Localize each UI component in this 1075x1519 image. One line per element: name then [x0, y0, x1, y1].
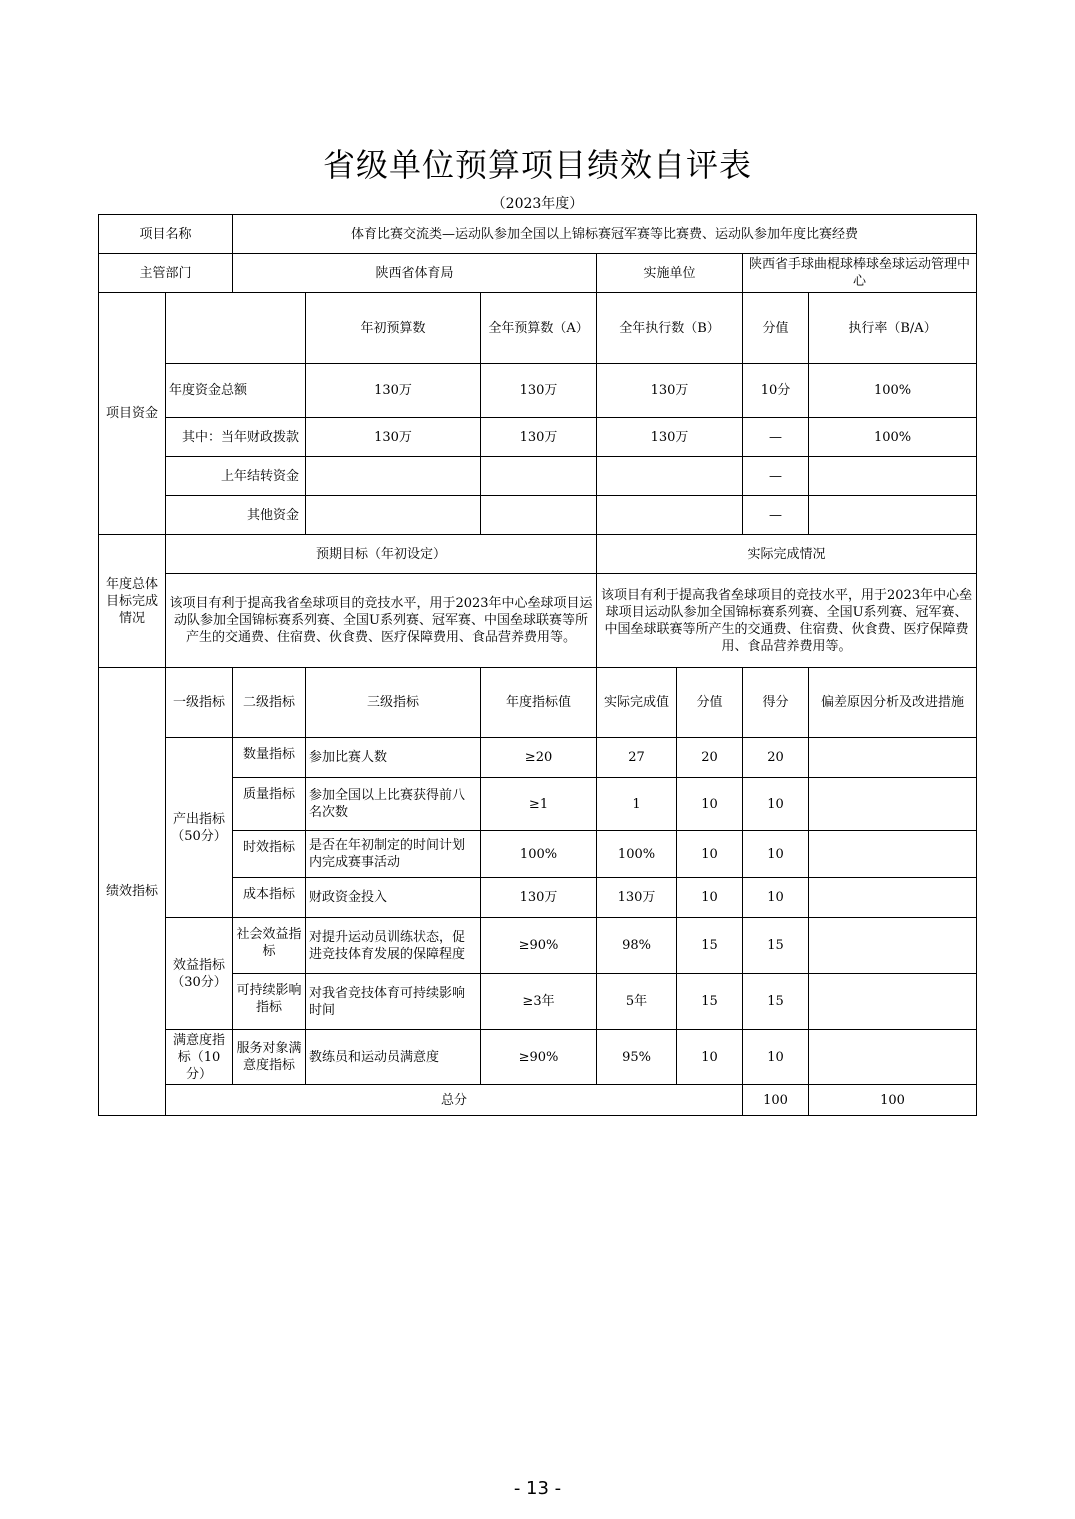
funds-row-executed	[597, 496, 743, 535]
funds-row-score-value: —	[743, 496, 809, 535]
indicator-value: 20	[677, 738, 743, 778]
funds-header-initial: 年初预算数	[306, 293, 481, 364]
funds-header-executed: 全年执行数（B）	[597, 293, 743, 364]
indicator-level2: 成本指标	[233, 878, 306, 918]
funds-row-initial: 130万	[306, 418, 481, 457]
indicator-actual: 5年	[597, 974, 677, 1030]
indicator-score: 10	[743, 1030, 809, 1085]
indicator-score: 10	[743, 878, 809, 918]
funds-row-rate	[809, 496, 977, 535]
funds-row	[99, 457, 977, 496]
goals-content-row	[99, 574, 977, 668]
performance-header-level2: 二级指标	[233, 668, 306, 738]
indicator-level2: 质量指标	[233, 778, 306, 831]
indicator-reason	[809, 831, 977, 878]
indicator-target: ≥3年	[481, 974, 597, 1030]
indicator-score: 20	[743, 738, 809, 778]
performance-header-level1: 一级指标	[166, 668, 233, 738]
indicator-level1: 效益指标（30分）	[166, 918, 233, 1030]
funds-row-label: 上年结转资金	[166, 457, 306, 496]
indicator-actual: 95%	[597, 1030, 677, 1085]
funds-header-rate: 执行率（B/A）	[809, 293, 977, 364]
indicator-value: 15	[677, 918, 743, 974]
funds-header-score-value: 分值	[743, 293, 809, 364]
indicator-level2: 社会效益指标	[233, 918, 306, 974]
indicator-actual: 98%	[597, 918, 677, 974]
indicator-value: 10	[677, 1030, 743, 1085]
funds-row-initial	[306, 457, 481, 496]
indicator-level3: 参加全国以上比赛获得前八名次数	[306, 778, 481, 831]
indicator-target: ≥90%	[481, 1030, 597, 1085]
implementing-unit-value: 陕西省手球曲棍球棒球垒球运动管理中心	[743, 254, 977, 293]
page-subtitle: （2023年度）	[491, 196, 584, 212]
performance-header-reason: 偏差原因分析及改进措施	[809, 668, 977, 738]
performance-header-level3: 三级指标	[306, 668, 481, 738]
funds-row-initial	[306, 496, 481, 535]
indicator-value: 15	[677, 974, 743, 1030]
indicator-row	[99, 918, 977, 974]
indicator-target: 130万	[481, 878, 597, 918]
performance-header-target: 年度指标值	[481, 668, 597, 738]
page-number: - 13 -	[513, 1478, 562, 1499]
indicator-reason	[809, 878, 977, 918]
indicator-reason	[809, 778, 977, 831]
total-row	[99, 1085, 977, 1116]
indicator-level2: 时效指标	[233, 831, 306, 878]
total-score: 100	[809, 1085, 977, 1116]
performance-section-label: 绩效指标	[99, 668, 166, 1116]
indicator-score: 15	[743, 974, 809, 1030]
indicator-level2: 数量指标	[233, 738, 306, 778]
indicator-target: ≥1	[481, 778, 597, 831]
performance-header-value: 分值	[677, 668, 743, 738]
indicator-value: 10	[677, 778, 743, 831]
project-name-label: 项目名称	[99, 215, 233, 254]
funds-row-rate: 100%	[809, 418, 977, 457]
goals-section-label: 年度总体目标完成情况	[99, 535, 166, 668]
goals-header-row	[99, 535, 977, 574]
indicator-level3: 是否在年初制定的时间计划内完成赛事活动	[306, 831, 481, 878]
project-name-value: 体育比赛交流类—运动队参加全国以上锦标赛冠军赛等比赛费、运动队参加年度比赛经费	[233, 215, 977, 254]
funds-row-score-value: —	[743, 418, 809, 457]
indicator-reason	[809, 974, 977, 1030]
funds-row-score-value: 10分	[743, 364, 809, 418]
indicator-actual: 100%	[597, 831, 677, 878]
indicator-level3: 对我省竞技体育可持续影响时间	[306, 974, 481, 1030]
implementing-unit-label: 实施单位	[597, 254, 743, 293]
funds-row-score-value: —	[743, 457, 809, 496]
funds-row-executed: 130万	[597, 418, 743, 457]
indicator-level3: 教练员和运动员满意度	[306, 1030, 481, 1085]
indicator-reason	[809, 1030, 977, 1085]
project-name-row	[99, 215, 977, 254]
funds-row	[99, 418, 977, 457]
total-label: 总分	[166, 1085, 743, 1116]
goals-expected-header: 预期目标（年初设定）	[166, 535, 597, 574]
indicator-score: 15	[743, 918, 809, 974]
indicator-target: ≥20	[481, 738, 597, 778]
funds-section-label: 项目资金	[99, 293, 166, 535]
indicator-level3: 对提升运动员训练状态，促进竞技体育发展的保障程度	[306, 918, 481, 974]
indicator-level3: 财政资金投入	[306, 878, 481, 918]
funds-row-annual	[481, 496, 597, 535]
funds-row-annual: 130万	[481, 418, 597, 457]
indicator-level1: 产出指标（50分）	[166, 738, 233, 918]
funds-row-executed: 130万	[597, 364, 743, 418]
indicator-score: 10	[743, 831, 809, 878]
funds-row-annual	[481, 457, 597, 496]
indicator-row	[99, 1030, 977, 1085]
indicator-actual: 27	[597, 738, 677, 778]
indicator-actual: 1	[597, 778, 677, 831]
indicator-level1: 满意度指标（10分）	[166, 1030, 233, 1085]
total-value: 100	[743, 1085, 809, 1116]
funds-row-label: 其他资金	[166, 496, 306, 535]
indicator-score: 10	[743, 778, 809, 831]
goals-expected-text: 该项目有利于提高我省垒球项目的竞技水平，用于2023年中心垒球项目运动队参加全国锦标赛系列赛、全国U系列赛、冠军赛、中国垒球联赛等所产生的交通费、住宿费、伙食费、医疗保障费用、食品营养费用等。	[166, 574, 597, 668]
funds-row-annual: 130万	[481, 364, 597, 418]
indicator-value: 10	[677, 878, 743, 918]
performance-header-actual: 实际完成值	[597, 668, 677, 738]
funds-row	[99, 364, 977, 418]
indicator-level2: 服务对象满意度指标	[233, 1030, 306, 1085]
performance-header-score: 得分	[743, 668, 809, 738]
goals-actual-header: 实际完成情况	[597, 535, 977, 574]
funds-header-row	[99, 293, 977, 364]
funds-row-label: 年度资金总额	[166, 364, 306, 418]
funds-row-initial: 130万	[306, 364, 481, 418]
department-value: 陕西省体育局	[233, 254, 597, 293]
indicator-level3: 参加比赛人数	[306, 738, 481, 778]
funds-row-rate: 100%	[809, 364, 977, 418]
indicator-actual: 130万	[597, 878, 677, 918]
department-label: 主管部门	[99, 254, 233, 293]
indicator-reason	[809, 738, 977, 778]
funds-header-blank	[166, 293, 306, 364]
performance-header-row	[99, 668, 977, 738]
indicator-level2: 可持续影响指标	[233, 974, 306, 1030]
indicator-row	[99, 738, 977, 778]
department-row	[99, 254, 977, 293]
indicator-reason	[809, 918, 977, 974]
self-evaluation-table	[98, 214, 977, 1116]
funds-header-annual: 全年预算数（A）	[481, 293, 597, 364]
funds-row-rate	[809, 457, 977, 496]
indicator-value: 10	[677, 831, 743, 878]
funds-row-executed	[597, 457, 743, 496]
funds-row	[99, 496, 977, 535]
indicator-target: 100%	[481, 831, 597, 878]
page-title: 省级单位预算项目绩效自评表	[322, 146, 752, 184]
indicator-target: ≥90%	[481, 918, 597, 974]
goals-actual-text: 该项目有利于提高我省垒球项目的竞技水平，用于2023年中心垒球项目运动队参加全国锦标赛系列赛、全国U系列赛、冠军赛、中国垒球联赛等所产生的交通费、住宿费、伙食费、医疗保障费用、食品营养费用等。	[597, 574, 977, 668]
funds-row-label: 其中：当年财政拨款	[166, 418, 306, 457]
